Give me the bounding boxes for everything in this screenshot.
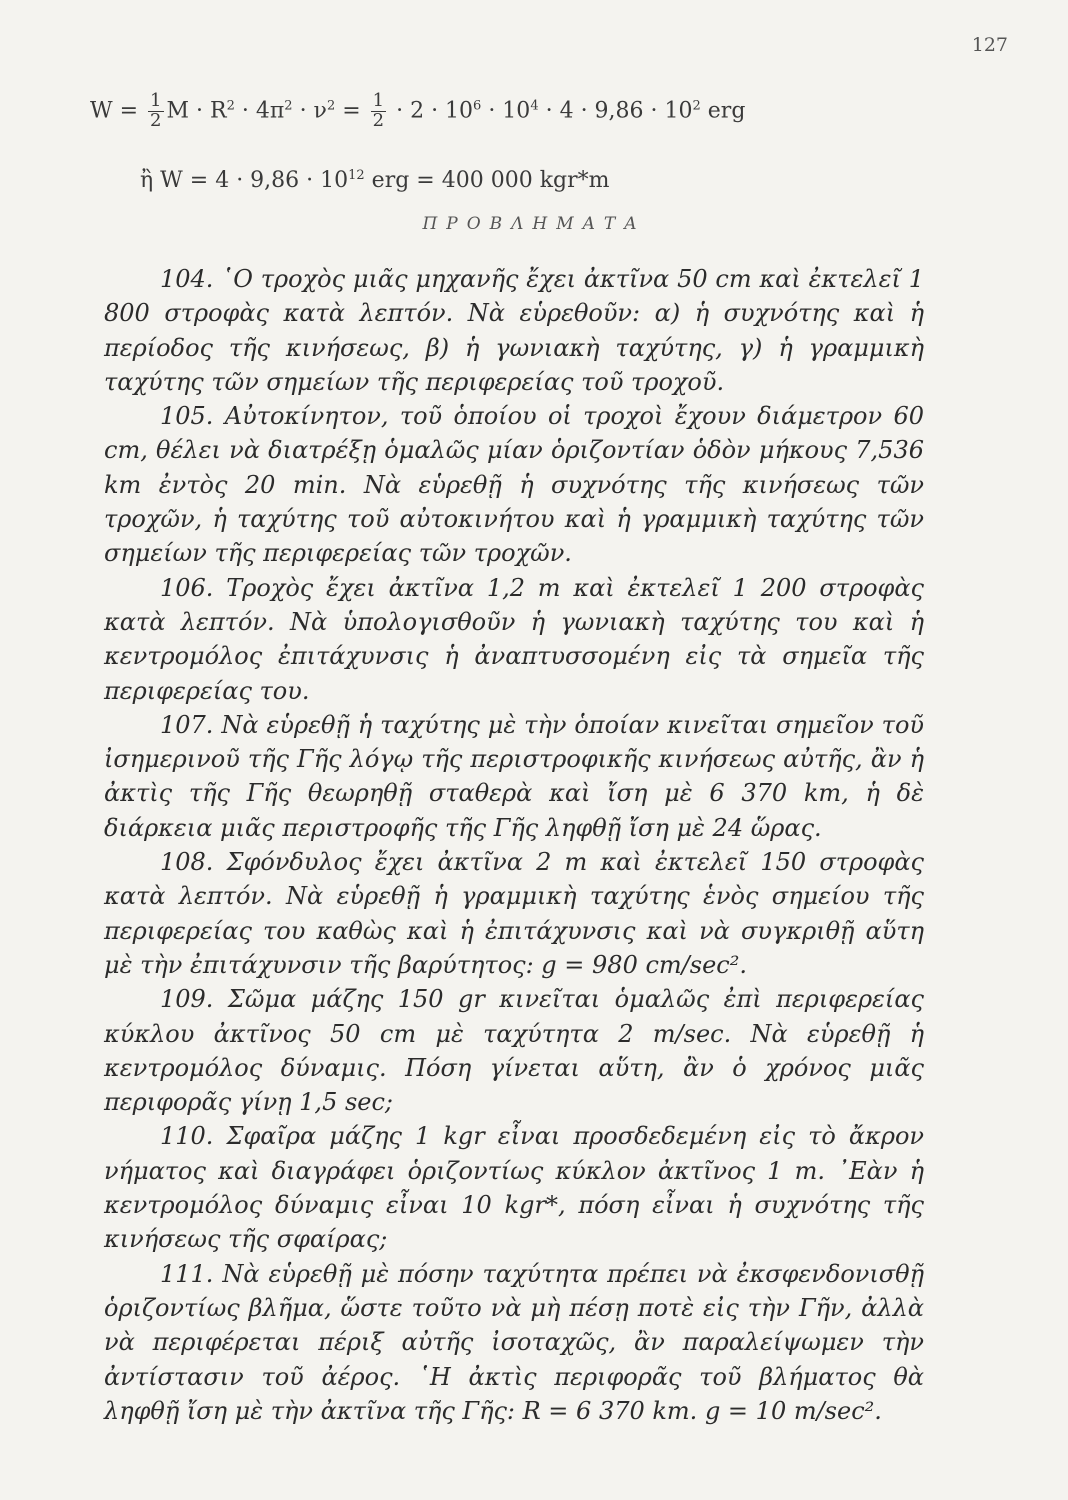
problem-text: Σφαῖρα μάζης 1 kgr εἶναι προσδεδεμένη εἰς τὸ ἄκρον νήματος καὶ διαγράφει ὁριζοντίως κύκλον ἀκτῖνος 1 m. ᾿Εὰν ἡ κεντρομόλος δύναμις εἶναι 10 kgr*, πόση εἶναι ἡ συχνότης τῆς κινήσεως τῆς σφαίρας;	[104, 1122, 924, 1254]
problem-text: Σφόνδυλος ἔχει ἀκτῖνα 2 m καὶ ἐκτελεῖ 150 στροφὰς κατὰ λεπτόν. Νὰ εὑρεθῇ ἡ γραμμικὴ ταχύτης ἑνὸς σημείου τῆς περιφερείας του καθὼς καὶ ἡ ἐπιτάχυνσις καὶ νὰ συγκριθῇ αὕτη μὲ τὴν ἐπιτάχυνσιν τῆς βαρύτητος: g = 980 cm/sec².	[104, 848, 924, 979]
formula-result-b: erg = 400 000 kgr*m	[364, 168, 610, 193]
exp: 2	[226, 98, 235, 114]
problem-text: Τροχὸς ἔχει ἀκτῖνα 1,2 m καὶ ἐκτελεῖ 1 200 στροφὰς κατὰ λεπτόν. Νὰ ὑπολογισθοῦν ἡ γωνιακὴ ταχύτης του καὶ ἡ κεντρομόλος ἐπιτάχυνσις ἡ ἀναπτυσσομένη εἰς τὰ σημεῖα τῆς περιφερείας του.	[104, 573, 924, 705]
exp: 2	[284, 98, 293, 114]
problem-106	[104, 571, 924, 708]
formula-nu: · ν	[292, 98, 327, 124]
problem-107	[104, 708, 924, 845]
problem-text: Νὰ εὑρεθῇ ἡ ταχύτης μὲ τὴν ὁποίαν κινεῖται σημεῖον τοῦ ἰσημερινοῦ τῆς Γῆς λόγῳ τῆς περιστροφικῆς κινήσεως αὐτῆς, ἂν ἡ ἀκτὶς τῆς Γῆς θεωρηθῇ σταθερὰ καὶ ἴση μὲ 6 370 km, ἡ δὲ διάρκεια μιᾶς περιστροφῆς τῆς Γῆς ληφθῇ ἴση μὲ 24 ὥρας.	[104, 710, 924, 842]
problem-number: 107.	[160, 710, 214, 739]
fraction-half	[148, 92, 163, 131]
problem-list	[104, 262, 924, 1428]
formula-line-1	[90, 92, 745, 131]
fraction-denominator: 2	[372, 109, 385, 131]
exp: 6	[473, 98, 482, 114]
section-heading: ΠΡΟΒΛΗΜΑΤΑ	[422, 214, 646, 234]
problem-104	[104, 262, 924, 399]
problem-number: 110.	[160, 1122, 214, 1151]
problem-number: 111.	[160, 1259, 214, 1288]
problem-text: Αὐτοκίνητον, τοῦ ὁποίου οἱ τροχοὶ ἔχουν διάμετρον 60 cm, θέλει νὰ διατρέξῃ ὁμαλῶς μίαν ὁριζοντίαν ὁδὸν μήκους 7,536 km ἐντὸς 20 min. Νὰ εὑρεθῇ ἡ συχνότης τῆς κινήσεως τῶν τροχῶν, ἡ ταχύτης τοῦ αὐτοκινήτου καὶ ἡ γραμμικὴ ταχύτης τῶν σημείων τῆς περιφερείας τῶν τροχῶν.	[104, 402, 924, 568]
fraction-half-2	[371, 92, 386, 131]
problem-number: 109.	[160, 985, 214, 1014]
exp: 2	[692, 98, 701, 114]
fraction-numerator: 1	[372, 90, 385, 111]
problem-text: ῾Ο τροχὸς μιᾶς μηχανῆς ἔχει ἀκτῖνα 50 cm καὶ ἐκτελεῖ 1 800 στροφὰς κατὰ λεπτόν. Νὰ εὑρεθοῦν: α) ἡ συχνότης καὶ ἡ περίοδος τῆς κινήσεως, β) ἡ γωνιακὴ ταχύτης, γ) ἡ γραμμικὴ ταχύτης τῶν σημείων τῆς περιφερείας τοῦ τροχοῦ.	[104, 265, 924, 396]
problem-105	[104, 399, 924, 570]
problem-109	[104, 982, 924, 1119]
formula-unit: erg	[700, 98, 746, 124]
formula-rhs: · 2 · 10	[389, 98, 474, 124]
problem-number: 108.	[160, 848, 214, 877]
formula-line-2	[140, 168, 609, 193]
problem-111	[104, 1257, 924, 1428]
problem-110	[104, 1119, 924, 1256]
formula-rhs-3: · 4 · 9,86 · 10	[538, 98, 693, 124]
formula-mass-radius: M · R	[166, 98, 227, 124]
exp: 4	[530, 98, 539, 114]
problem-text: Νὰ εὑρεθῇ μὲ πόσην ταχύτητα πρέπει νὰ ἐκσφενδονισθῇ ὁριζοντίως βλῆμα, ὥστε τοῦτο νὰ μὴ πέσῃ ποτὲ εἰς τὴν Γῆν, ἀλλὰ νὰ περιφέρεται πέριξ αὐτῆς ἰσοταχῶς, ἂν παραλείψωμεν τὴν ἀντίστασιν τοῦ ἀέρος. ῾Η ἀκτὶς περιφορᾶς τοῦ βλήματος θὰ ληφθῇ ἴση μὲ τὴν ἀκτῖνα τῆς Γῆς: R = 6 370 km. g = 10 m/sec².	[104, 1259, 924, 1425]
fraction-numerator: 1	[150, 90, 162, 111]
exp: 12	[348, 168, 365, 183]
formula-rhs-2: · 10	[481, 98, 531, 124]
problem-number: 105.	[160, 402, 214, 431]
problem-text: Σῶμα μάζης 150 gr κινεῖται ὁμαλῶς ἐπὶ περιφερείας κύκλου ἀκτῖνος 50 cm μὲ ταχύτητα 2 m/sec. Νὰ εὑρεθῇ ἡ κεντρομόλος δύναμις. Πόση γίνεται αὕτη, ἂν ὁ χρόνος μιᾶς περιφορᾶς γίνῃ 1,5 sec;	[104, 985, 924, 1117]
page-number: 127	[971, 34, 1008, 56]
problem-number: 106.	[160, 573, 214, 602]
formula-result-a: ἢ W = 4 · 9,86 · 10	[140, 168, 349, 193]
formula-4pi: · 4π	[234, 98, 285, 124]
exp: 2	[326, 98, 336, 114]
problem-number: 104.	[160, 265, 214, 293]
problem-108	[104, 845, 924, 982]
fraction-denominator: 2	[150, 109, 162, 131]
formula-lhs: W =	[90, 98, 146, 124]
formula-equals: =	[335, 98, 368, 124]
